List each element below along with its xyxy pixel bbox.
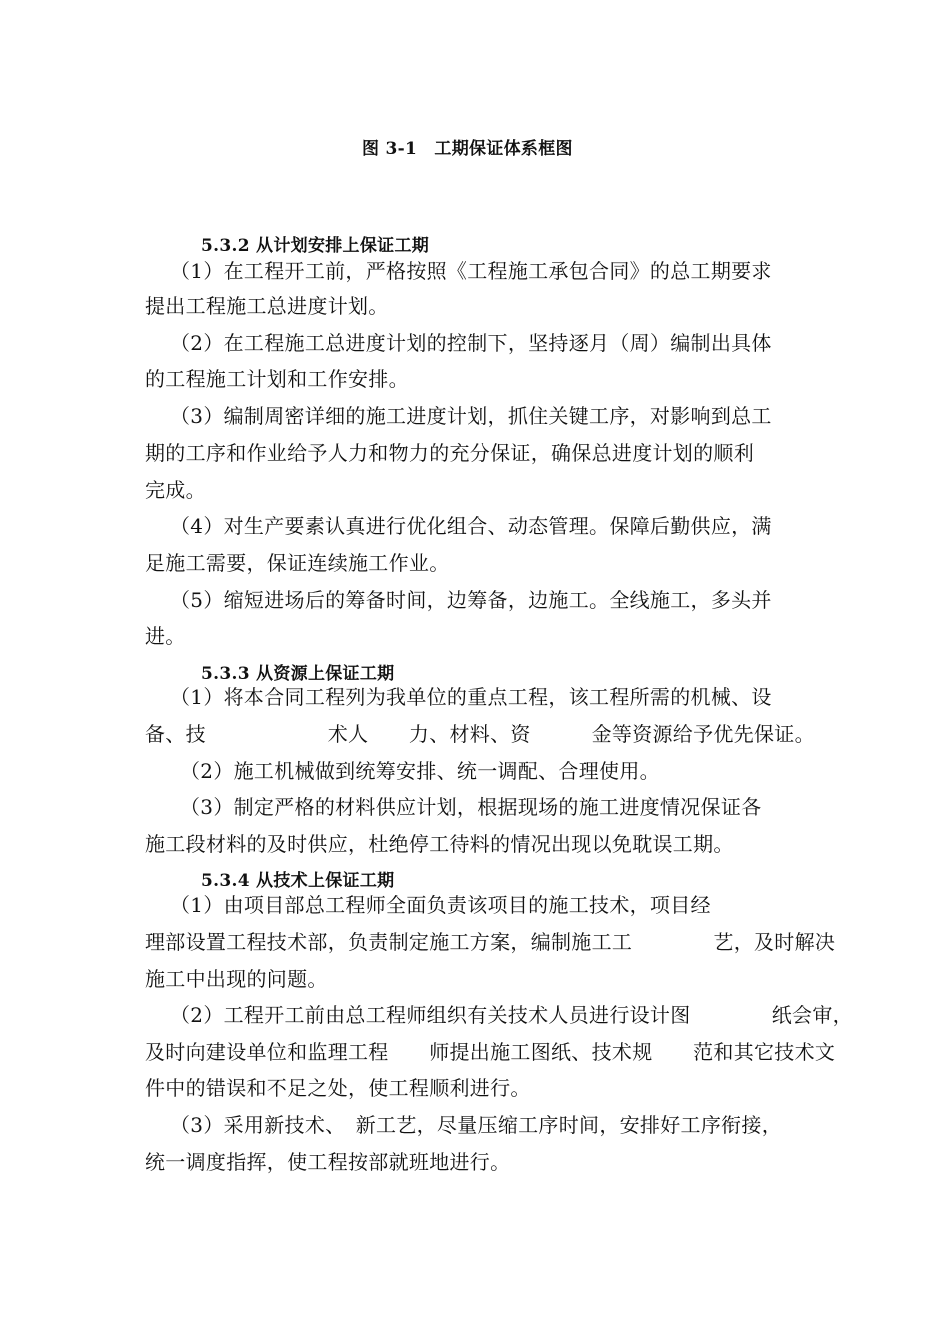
paragraph-line: 施工段材料的及时供应，杜绝停工待料的情况出现以免耽误工期。 (145, 832, 734, 856)
paragraph-line: 完成。 (145, 478, 206, 502)
paragraph-line: （1）在工程开工前，严格按照《工程施工承包合同》的总工期要求 (170, 259, 772, 283)
paragraph-line: （1）由项目部总工程师全面负责该项目的施工技术，项目经 (170, 893, 711, 917)
paragraph-line: （2）在工程施工总进度计划的控制下，坚持逐月（周）编制出具体 (170, 331, 772, 355)
paragraph-line: 件中的错误和不足之处，使工程顺利进行。 (145, 1076, 531, 1100)
paragraph-line: 的工程施工计划和工作安排。 (145, 367, 409, 391)
paragraph-line: （2）施工机械做到统筹安排、统一调配、合理使用。 (180, 759, 660, 783)
section-heading-5-3-2: 5.3.2 从计划安排上保证工期 (201, 236, 430, 256)
paragraph-line: 备、技 术人 力、材料、资 金等资源给予优先保证。 (145, 722, 815, 746)
paragraph-line: （2）工程开工前由总工程师组织有关技术人员进行设计图 纸会审， (170, 1003, 853, 1027)
paragraph-line: 足施工需要，保证连续施工作业。 (145, 551, 450, 575)
section-heading-5-3-4: 5.3.4 从技术上保证工期 (201, 871, 395, 891)
section-heading-5-3-3: 5.3.3 从资源上保证工期 (201, 664, 395, 684)
paragraph-line: （3）编制周密详细的施工进度计划，抓住关键工序，对影响到总工 (170, 404, 772, 428)
paragraph-line: （1）将本合同工程列为我单位的重点工程，该工程所需的机械、设 (170, 685, 772, 709)
paragraph-line: （4）对生产要素认真进行优化组合、动态管理。保障后勤供应，满 (170, 514, 772, 538)
paragraph-line: 理部设置工程技术部，负责制定施工方案，编制施工工 艺，及时解决 (145, 930, 836, 954)
figure-caption: 图 3-1 工期保证体系框图 (362, 139, 573, 159)
paragraph-line: （3）制定严格的材料供应计划，根据现场的施工进度情况保证各 (180, 795, 762, 819)
paragraph-line: 统一调度指挥，使工程按部就班地进行。 (145, 1150, 511, 1174)
paragraph-line: 提出工程施工总进度计划。 (145, 294, 389, 318)
paragraph-line: 期的工序和作业给予人力和物力的充分保证，确保总进度计划的顺利 (145, 441, 754, 465)
paragraph-line: （5）缩短进场后的筹备时间，边筹备，边施工。全线施工，多头并 (170, 588, 772, 612)
paragraph-line: 及时向建设单位和监理工程 师提出施工图纸、技术规 范和其它技术文 (145, 1040, 836, 1064)
paragraph-line: 进。 (145, 624, 186, 648)
paragraph-line: （3）采用新技术、 新工艺，尽量压缩工序时间，安排好工序衔接， (170, 1113, 783, 1137)
paragraph-line: 施工中出现的问题。 (145, 967, 328, 991)
